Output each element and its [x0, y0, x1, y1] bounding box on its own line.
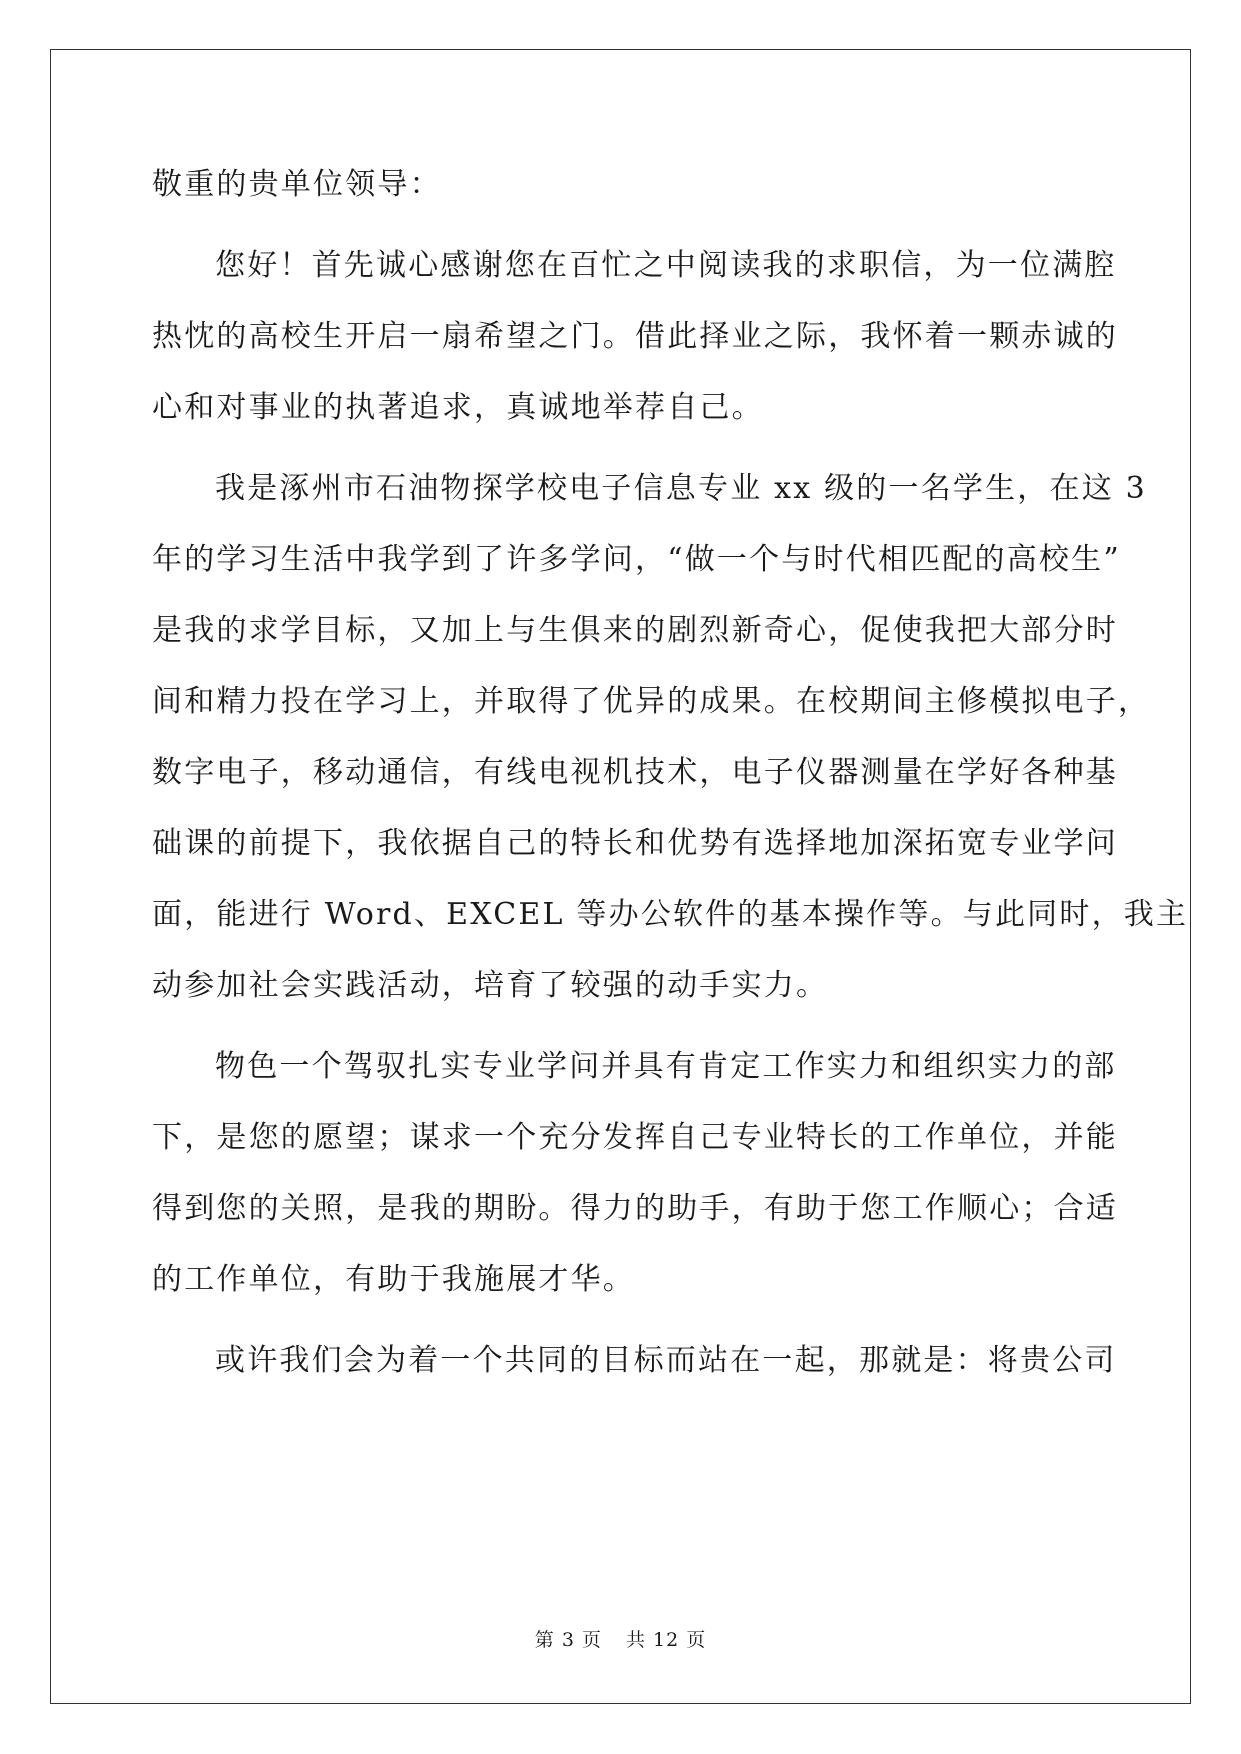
text-line: 物色一个驾驭扎实专业学问并具有肯定工作实力和组织实力的部 — [215, 1049, 1117, 1084]
text-line: 是我的求学目标，又加上与生俱来的剧烈新奇心，促使我把大部分时 — [152, 613, 1118, 648]
text-line: 面，能进行 Word、EXCEL 等办公软件的基本操作等。与此同时，我主 — [152, 897, 1189, 932]
text-line: 动参加社会实践活动，培育了较强的动手实力。 — [152, 968, 829, 1003]
text-line: 间和精力投在学习上，并取得了优异的成果。在校期间主修模拟电子， — [152, 684, 1151, 719]
page-border — [50, 49, 1191, 1704]
text-line: 热忱的高校生开启一扇希望之门。借此择业之际，我怀着一颗赤诚的 — [152, 319, 1118, 354]
page-total: 共 12 页 — [625, 1629, 707, 1651]
text-line: 您好！首先诚心感谢您在百忙之中阅读我的求职信，为一位满腔 — [215, 248, 1117, 283]
text-line: 数字电子，移动通信，有线电视机技术，电子仪器测量在学好各种基 — [152, 755, 1118, 790]
text-line: 下，是您的愿望；谋求一个充分发挥自己专业特长的工作单位，并能 — [152, 1120, 1118, 1155]
salutation: 敬重的贵单位领导： — [152, 167, 442, 202]
text-line: 或许我们会为着一个共同的目标而站在一起，那就是：将贵公司 — [215, 1343, 1117, 1378]
text-line: 我是涿州市石油物探学校电子信息专业 xx 级的一名学生，在这 3 — [215, 471, 1147, 506]
text-line: 的工作单位，有助于我施展才华。 — [152, 1262, 635, 1297]
text-line: 得到您的关照，是我的期盼。得力的助手，有助于您工作顺心；合适 — [152, 1191, 1118, 1226]
page-number: 第 3 页 — [534, 1629, 602, 1651]
text-line: 年的学习生活中我学到了许多学问，“做一个与时代相匹配的高校生” — [152, 542, 1121, 577]
text-line: 础课的前提下，我依据自己的特长和优势有选择地加深拓宽专业学问 — [152, 826, 1118, 861]
page-footer — [0, 1625, 1241, 1652]
text-line: 心和对事业的执著追求，真诚地举荐自己。 — [152, 390, 764, 425]
